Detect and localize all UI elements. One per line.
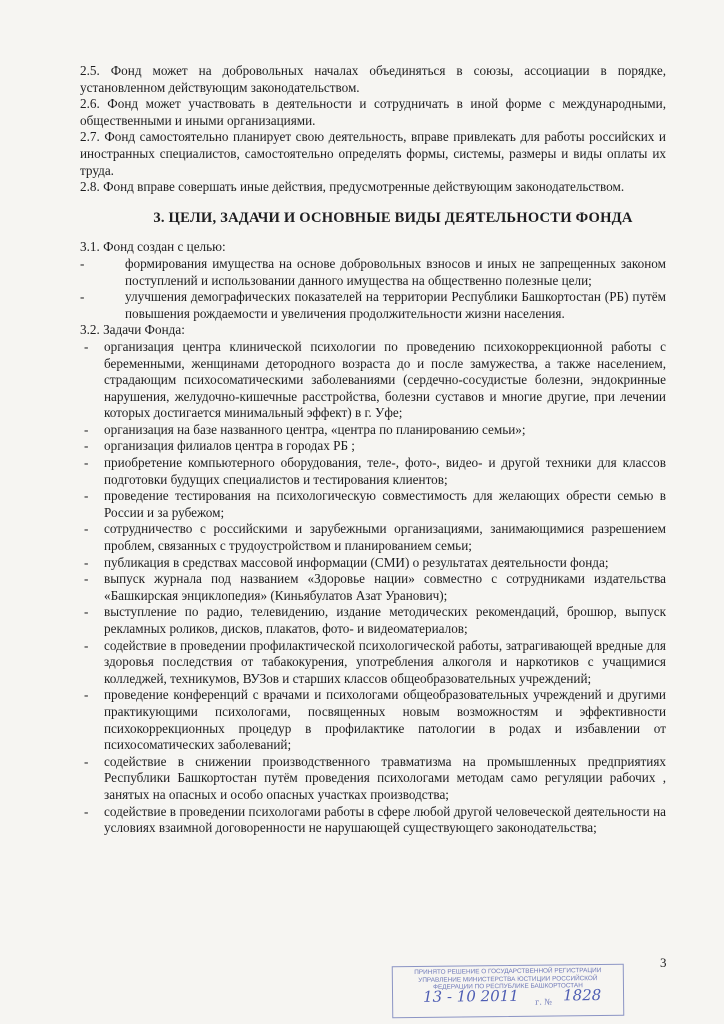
task-item	[80, 571, 666, 604]
task-item	[80, 438, 666, 455]
goals-list	[80, 256, 666, 322]
list-dash: -	[84, 521, 89, 537]
list-dash: -	[84, 803, 89, 819]
stamp-line: УПРАВЛЕНИЕ МИНИСТЕРСТВА ЮСТИЦИИ РОССИЙСКОЙ	[418, 974, 598, 984]
goal-item	[80, 256, 666, 289]
list-item-text: сотрудничество с российскими и зарубежными организациями, занимающимися разрешением проблем, связанных с трудоустройством и планированием семьи;	[104, 521, 666, 554]
list-item-text: содействие в проведении профилактической психологической работы, затрагивающей вредные для здоровья последствия от табакокурения, употребления алкоголя и наркотиков с учащимися колледжей, техникумов, ВУЗов и старших классов общеобразовательных учреждений;	[104, 637, 666, 686]
list-item-text: публикация в средствах массовой информации (СМИ) о результатах деятельности фонда;	[104, 554, 609, 570]
list-item-text: проведение тестирования на психологическую совместимость для желающих обрести семью в России и за рубежом;	[104, 488, 666, 520]
clause-2-6: 2.6. Фонд может участвовать в деятельности и сотрудничать в иной форме с международными, общественными и иными организациями.	[80, 96, 666, 128]
stamp-number-prefix: г. №	[535, 997, 553, 1007]
clause-2-5: 2.5. Фонд может на добровольных началах объединяться в союзы, ассоциации в порядке, установленном действующим законодательством.	[80, 63, 666, 95]
task-item	[80, 754, 666, 804]
list-item-text: выпуск журнала под названием «Здоровье нации» совместно с сотрудниками издательства «Башкирская энциклопедия» (Киньябулатов Азат Уранович);	[104, 571, 666, 603]
list-dash: -	[84, 571, 89, 587]
task-item	[80, 488, 666, 521]
clause-2-7: 2.7. Фонд самостоятельно планирует свою деятельность, вправе привлекать для работы российских и иностранных специалистов, самостоятельно определять формы, системы, размеры и виды оплаты их труда.	[80, 129, 666, 178]
list-item-text: улучшения демографических показателей на территории Республики Башкортостан (РБ) путём повышения рождаемости и увеличения продолжительности жизни населения.	[125, 289, 666, 321]
list-dash: -	[84, 637, 89, 653]
clause-2-8: 2.8. Фонд вправе совершать иные действия, предусмотренные действующим законодательством.	[80, 179, 625, 195]
list-item-text: содействие в проведении психологами работы в сфере любой другой человеческой деятельности на условиях взаимной договоренности не нарушающей существующего законодательства;	[104, 803, 666, 836]
list-dash: -	[84, 421, 89, 437]
list-item-text: организация филиалов центра в городах РБ ;	[104, 438, 355, 454]
goals-intro: 3.1. Фонд создан с целью:	[80, 239, 226, 255]
task-item	[80, 422, 666, 439]
section-heading: 3. ЦЕЛИ, ЗАДАЧИ И ОСНОВНЫЕ ВИДЫ ДЕЯТЕЛЬНОСТИ ФОНДА	[153, 209, 633, 226]
list-dash: -	[80, 255, 85, 271]
task-item	[80, 455, 666, 488]
list-dash: -	[84, 753, 89, 769]
stamp-date: 13 - 10 2011	[422, 986, 519, 1006]
list-item-text: организация на базе названного центра, «центра по планированию семьи»;	[104, 421, 526, 437]
stamp-number: 1828	[562, 986, 602, 1005]
task-item	[80, 687, 666, 753]
stamp-line: ПРИНЯТО РЕШЕНИЕ О ГОСУДАРСТВЕННОЙ РЕГИСТРАЦИИ	[414, 967, 602, 976]
list-dash: -	[80, 289, 85, 305]
list-dash: -	[84, 488, 89, 504]
list-dash: -	[84, 604, 89, 620]
tasks-intro: 3.2. Задачи Фонда:	[80, 322, 185, 338]
list-item-text: формирования имущества на основе добровольных взносов и иных не запрещенных законом поступлений и использовании данного имущества на общественно полезные цели;	[125, 255, 666, 288]
list-dash: -	[84, 554, 89, 570]
document-body	[80, 63, 666, 837]
task-item	[80, 555, 666, 572]
list-dash: -	[84, 438, 89, 454]
list-dash: -	[84, 455, 89, 471]
task-item	[80, 804, 666, 837]
list-dash: -	[84, 687, 89, 703]
tasks-list	[80, 339, 666, 837]
task-item	[80, 604, 666, 637]
task-item	[80, 339, 666, 422]
list-item-text: проведение конференций с врачами и психологами общеобразовательных учреждений и другими практикующими психологами, посвященных новым возможностям и эффективности психокоррекционных процедур в профилактике патологии в родах и избавлении от психосоматических заболеваний;	[104, 687, 666, 753]
list-item-text: приобретение компьютерного оборудования, теле-, фото-, видео- и другой техники для классов подготовки будущих специалистов и тестирования клиентов;	[104, 455, 666, 487]
registration-stamp	[392, 964, 625, 1018]
stamp-line: ФЕДЕРАЦИИ ПО РЕСПУБЛИКЕ БАШКОРТОСТАН	[433, 982, 583, 991]
task-item	[80, 521, 666, 554]
list-item-text: организация центра клинической психологии по проведению психокоррекционной работы с беременными, женщинами детородного возраста до и после замужества, а также населением, страдающим психосоматическими заболеваниями (сердечно-сосудистые болезни, эндокринные нарушения, желудочно-кишечные расстройства, болезни суставов и многие другие, при лечении которых достигается минимальный эффект) в г. Уфе;	[104, 338, 666, 421]
goal-item	[80, 289, 666, 322]
page-number: 3	[660, 955, 667, 970]
list-item-text: содействие в снижении производственного травматизма на промышленных предприятиях Республики Башкортостан путём проведения психологами методам само регуляции рабочих , занятых на опасных и особо опасных участках производства;	[104, 753, 666, 802]
task-item	[80, 638, 666, 688]
list-item-text: выступление по радио, телевидению, издание методических рекомендаций, брошюр, выпуск рекламных роликов, дисков, плакатов, фото- и видеоматериалов;	[104, 604, 666, 636]
list-dash: -	[84, 338, 89, 354]
